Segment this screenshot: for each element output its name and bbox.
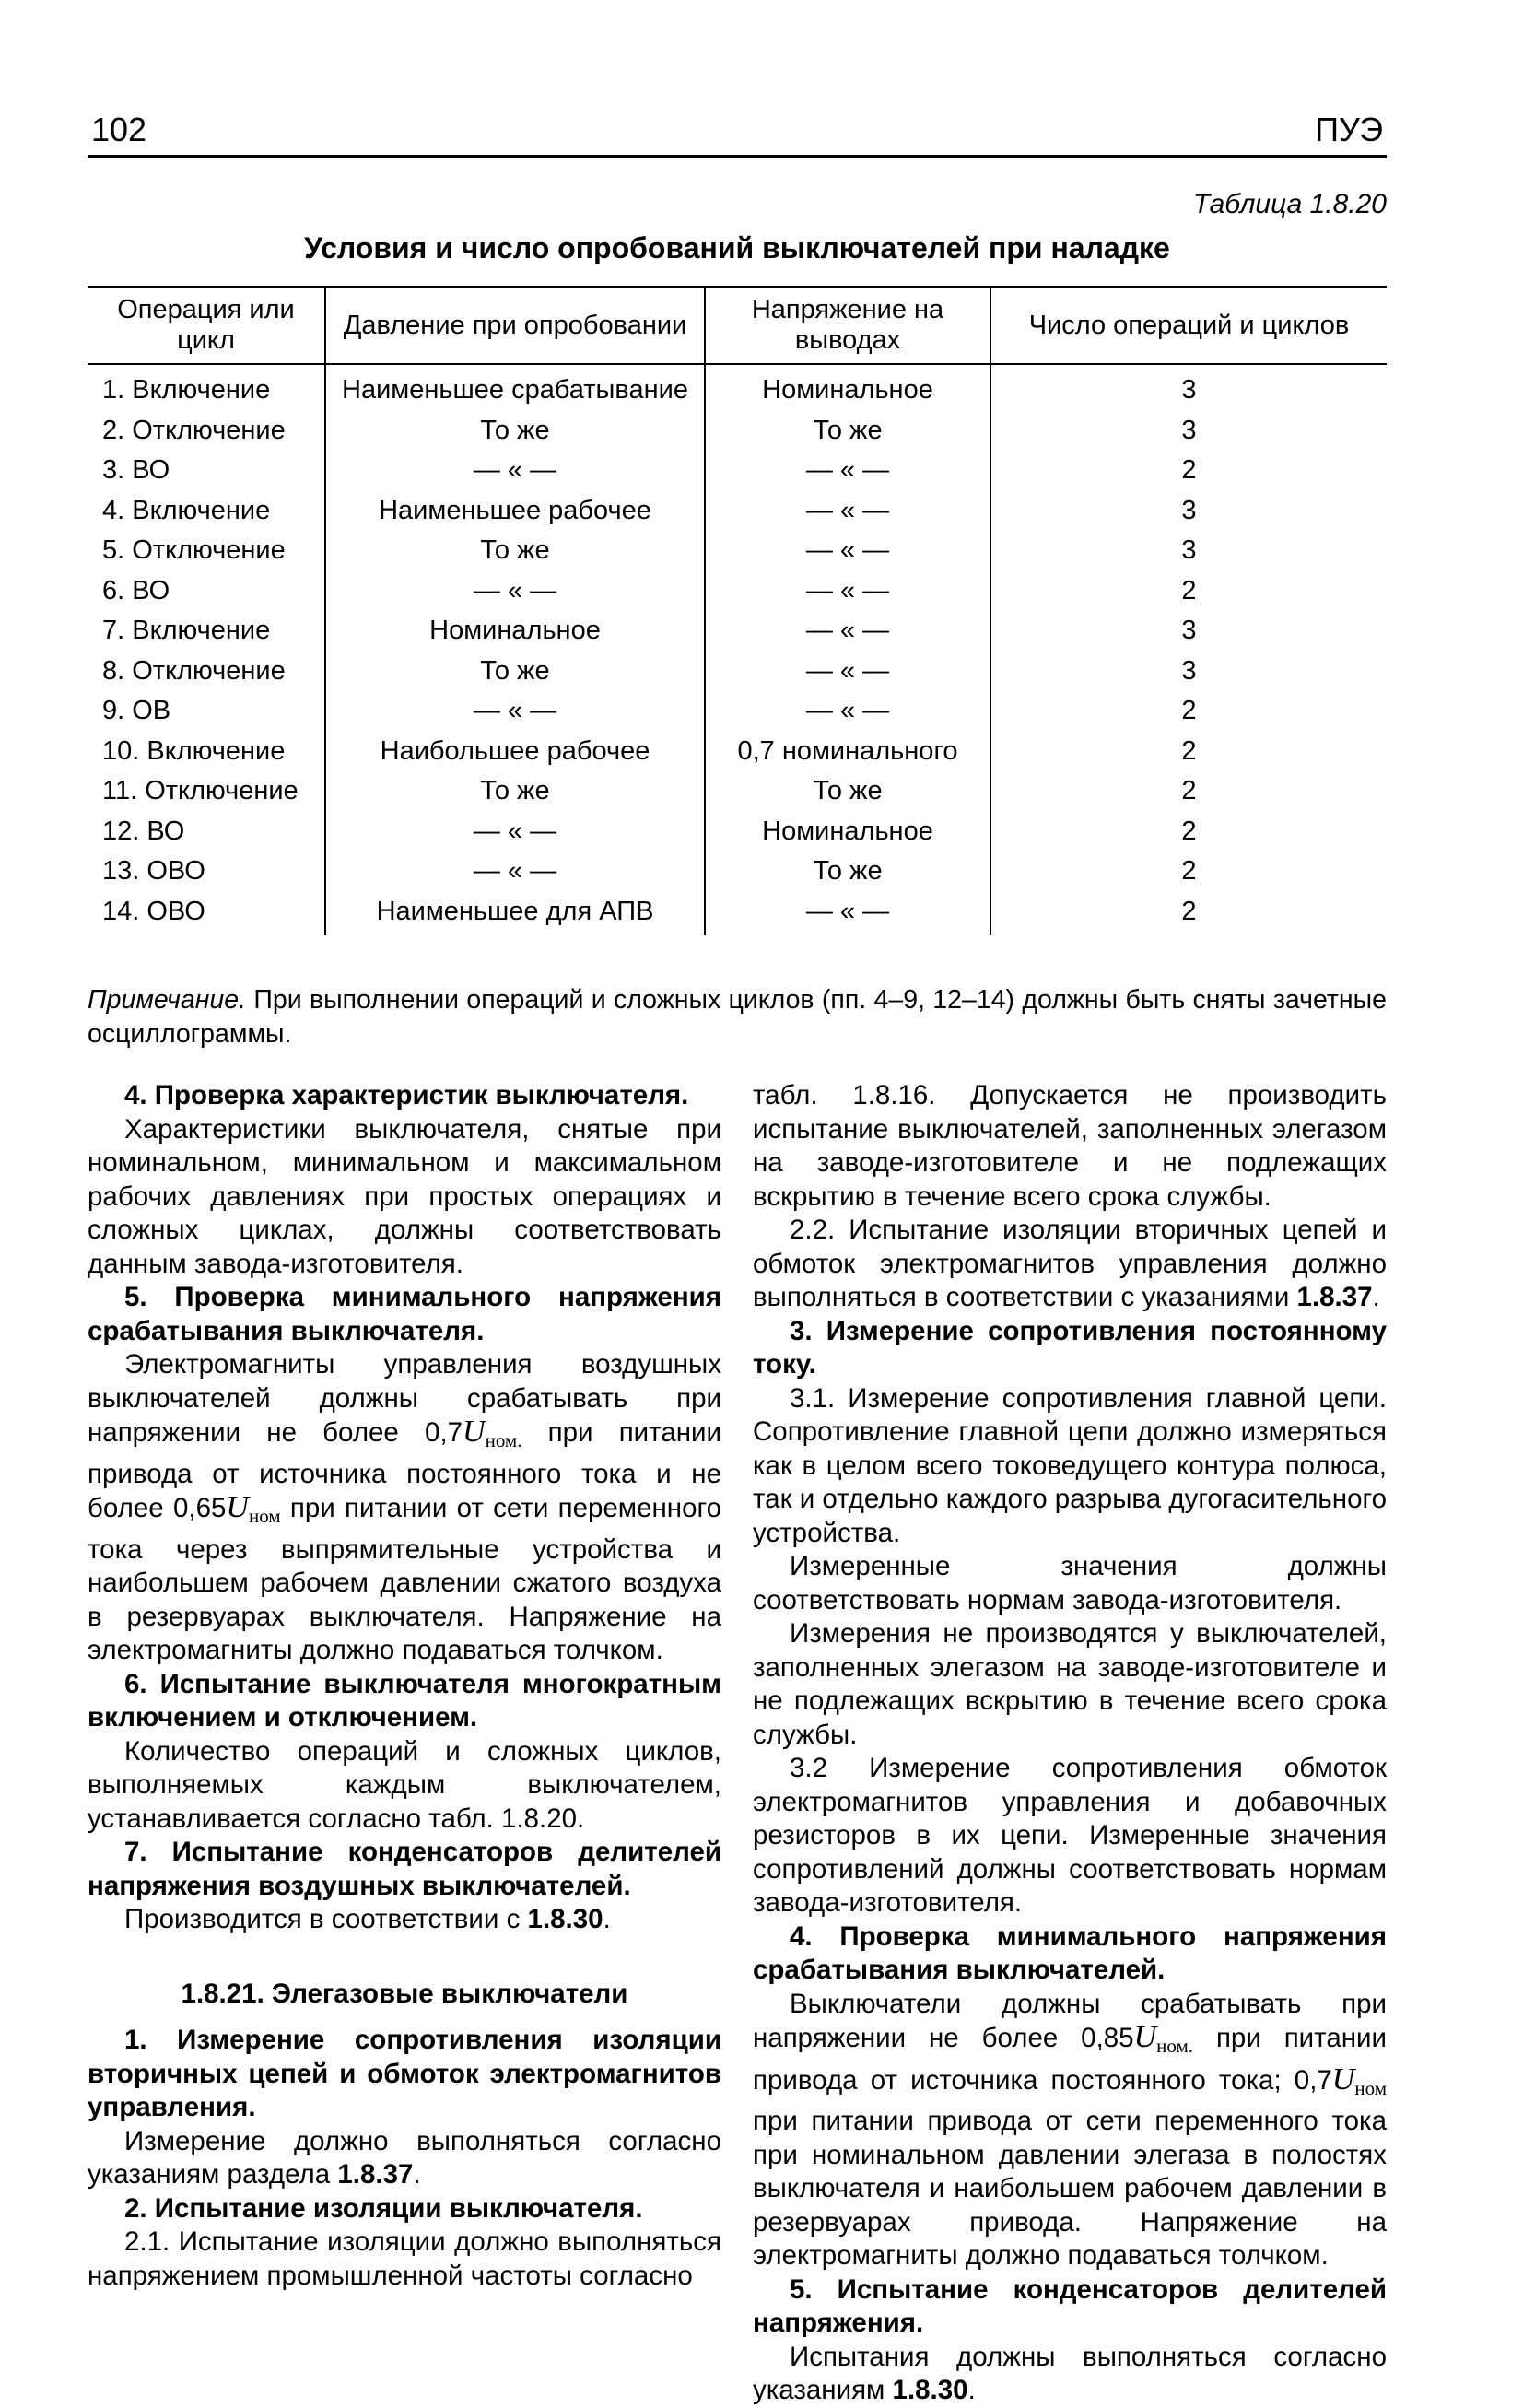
table-title: Условия и число опробований выключателей при наладке	[304, 231, 1170, 264]
left-column	[88, 1079, 721, 2408]
table-cell: — « —	[705, 451, 990, 491]
table-cell: — « —	[325, 691, 705, 732]
table-cell: — « —	[705, 531, 990, 571]
table-cell: 2	[990, 571, 1387, 612]
table-row	[88, 812, 1387, 852]
table-body	[88, 364, 1387, 935]
heading: 4. Проверка минимального напряжения срабатывания выключателей.	[753, 1921, 1387, 1985]
table-cell: 3	[990, 364, 1387, 411]
column-header: Операция или цикл	[88, 287, 325, 364]
table-cell: — « —	[705, 611, 990, 652]
table-cell: То же	[325, 411, 705, 452]
paragraph: 2.2. Испытание изоляции вторичных цепей и обмоток электромагнитов управления должно выполняться в соответствии с указаниями 1.8.37.	[753, 1215, 1387, 1312]
table-cell: Наибольшее рабочее	[325, 732, 705, 772]
heading: 5. Испытание конденсаторов делителей напряжения.	[753, 2273, 1387, 2338]
u-nom-symbol: U	[1331, 2061, 1355, 2097]
table-cell: Номинальное	[705, 364, 990, 411]
paragraph: табл. 1.8.16. Допускается не производить испытание выключателей, заполненных элегазом на заводе-изготовителе и не подлежащих вскрытию в течение всего срока службы.	[753, 1080, 1387, 1212]
table-cell: 3. ВО	[102, 455, 170, 486]
note-label: Примечание.	[88, 985, 247, 1015]
table-cell: — « —	[325, 852, 705, 892]
table-row	[88, 892, 1387, 936]
table-cell: 2	[990, 892, 1387, 936]
table-cell: 14. ОВО	[102, 896, 205, 926]
page-number: 102	[91, 111, 147, 148]
table-cell: То же	[705, 411, 990, 452]
table-cell: Номинальное	[325, 611, 705, 652]
table-cell: 13. ОВО	[102, 856, 205, 887]
table-cell: — « —	[705, 691, 990, 732]
table-cell: — « —	[325, 812, 705, 852]
table-cell: 2. Отключение	[102, 415, 286, 445]
table-cell: — « —	[705, 571, 990, 612]
two-column-body	[88, 1079, 1387, 2408]
table-row	[88, 491, 1387, 532]
table-cell: То же	[705, 771, 990, 812]
table-note	[88, 983, 1387, 1051]
table-cell: 2	[990, 451, 1387, 491]
section-title: 1.8.21. Элегазовые выключатели	[181, 1978, 628, 2009]
running-header	[88, 111, 1387, 158]
table-cell: 2	[990, 852, 1387, 892]
u-nom-symbol: U	[463, 1415, 486, 1449]
paragraph: 3.1. Измерение сопротивления главной цепи. Сопротивление главной цепи должно измеряться как в целом всего токоведущего контура полюса, так и отдельно каждого разрыва дугогасительного устройства.	[753, 1382, 1387, 1548]
heading: 4. Проверка характеристик выключателя.	[124, 1080, 689, 1110]
table-cell: 2	[990, 732, 1387, 772]
table-cell: Наименьшее рабочее	[325, 491, 705, 532]
document-page	[88, 111, 1387, 2408]
table-cell: То же	[325, 652, 705, 692]
table-row	[88, 611, 1387, 652]
column-header: Число операций и циклов	[990, 287, 1387, 364]
table-cell: 6. ВО	[102, 575, 170, 605]
conditions-table	[88, 286, 1387, 935]
table-cell: — « —	[705, 491, 990, 532]
heading: 2. Испытание изоляции выключателя.	[124, 2192, 643, 2224]
paragraph: Количество операций и сложных циклов, выполняемых каждым выключателем, устанавливается согласно табл. 1.8.20.	[88, 1735, 721, 1834]
table-cell: 3	[990, 652, 1387, 692]
paragraph: Измерение должно выполняться согласно указаниям раздела 1.8.37.	[88, 2125, 721, 2190]
running-title: ПУЭ	[1315, 111, 1383, 148]
u-nom-symbol: U	[226, 1490, 249, 1524]
table-cell: 5. Отключение	[102, 535, 286, 566]
table-row	[88, 451, 1387, 491]
table-cell: 2	[990, 691, 1387, 732]
table-number: Таблица 1.8.20	[1192, 189, 1387, 219]
table-cell: Наименьшее срабатывание	[325, 364, 705, 411]
table-cell: — « —	[705, 652, 990, 692]
table-cell: Наименьшее для АПВ	[325, 892, 705, 936]
table-cell: — « —	[325, 451, 705, 491]
paragraph: Испытания должны выполняться согласно указаниям 1.8.30.	[753, 2341, 1387, 2405]
column-header: Напряжение на выводах	[705, 287, 990, 364]
paragraph: Измеренные значения должны соответствовать нормам завода-изготовителя.	[753, 1551, 1387, 1615]
table-cell: 1. Включение	[102, 375, 271, 405]
table-row	[88, 364, 1387, 411]
table-row	[88, 732, 1387, 772]
table-row	[88, 652, 1387, 692]
paragraph: Производится в соответствии с 1.8.30.	[124, 1904, 611, 1934]
paragraph: 2.1. Испытание изоляции должно выполняться напряжением промышленной частоты согласно	[88, 2226, 721, 2291]
paragraph: Характеристики выключателя, снятые при номинальном, минимальном и максимальном рабочих давлениях при простых операциях и сложных циклах, должны соответствовать данным завода-изготовителя.	[88, 1113, 721, 1279]
table-cell: 10. Включение	[102, 735, 286, 766]
table-cell: То же	[325, 531, 705, 571]
table-cell: 0,7 номинального	[705, 732, 990, 772]
paragraph: Электромагниты управления воздушных выключателей должны срабатывать при напряжении не более $0,7U_{ном.}$ при питании привода от источника постоянного тока и не более $0,65U_{ном}$ при питании от сети переменного тока через выпрямительные устройства и наибольшем рабочем давлении сжатого воздуха в резервуарах выключателя. Напряжение на электромагниты должно подаваться толчком.	[88, 1349, 722, 1665]
column-header: Давление при опробовании	[325, 287, 705, 364]
table-cell: 4. Включение	[102, 495, 271, 525]
table-row	[88, 411, 1387, 452]
table-cell: 3	[990, 411, 1387, 452]
table-row	[88, 852, 1387, 892]
right-column	[753, 1079, 1387, 2408]
table-row	[88, 531, 1387, 571]
paragraph: 3.2 Измерение сопротивления обмоток электромагнитов управления и добавочных резисторов в их цепи. Измеренные значения сопротивлений должны соответствовать нормам завода-изготовителя.	[753, 1753, 1387, 1918]
table-row	[88, 771, 1387, 812]
u-nom-symbol: U	[1133, 2020, 1157, 2054]
table-cell: Номинальное	[705, 812, 990, 852]
table-cell: 11. Отключение	[102, 776, 299, 806]
table-cell: То же	[325, 771, 705, 812]
table-cell: 8. Отключение	[102, 655, 286, 686]
table-row	[88, 691, 1387, 732]
table-cell: То же	[705, 852, 990, 892]
table-cell: 3	[990, 611, 1387, 652]
table-cell: 3	[990, 531, 1387, 571]
table-cell: 12. ВО	[102, 816, 185, 846]
table-cell: 2	[990, 771, 1387, 812]
heading: 3. Измерение сопротивления постоянному току.	[753, 1315, 1387, 1380]
paragraph: Измерения не производятся у выключателей, заполненных элегазом на заводе-изготовителе и не подлежащих вскрытию в течение всего срока службы.	[753, 1618, 1387, 1750]
table-cell: 9. ОВ	[102, 696, 171, 726]
heading: 7. Испытание конденсаторов делителей напряжения воздушных выключателей.	[88, 1837, 721, 1901]
table-cell: 3	[990, 491, 1387, 532]
paragraph: Выключатели должны срабатывать при напряжении не более $0,85U_{ном.}$ при питании привода от источника постоянного тока; $0,7U_{ном}$ при питании привода от сети переменного тока при номинальном давлении элегаза в полостях выключателя и наибольшем рабочем давлении в резервуарах привода. Напряжение на электромагниты должно подаваться толчком.	[753, 1988, 1387, 2271]
table-cell: — « —	[705, 892, 990, 936]
table-row	[88, 571, 1387, 612]
note-text: При выполнении операций и сложных циклов (пп. 4–9, 12–14) должны быть сняты зачетные осциллограммы.	[88, 985, 1388, 1049]
table-header-row	[88, 287, 1387, 364]
heading: 5. Проверка минимального напряжения срабатывания выключателя.	[88, 1282, 721, 1346]
table-cell: 2	[990, 812, 1387, 852]
table-cell: 7. Включение	[102, 616, 271, 646]
heading: 1. Измерение сопротивления изоляции вторичных цепей и обмоток электромагнитов управления.	[88, 2025, 721, 2122]
heading: 6. Испытание выключателя многократным включением и отключением.	[88, 1668, 721, 1733]
table-cell: — « —	[325, 571, 705, 612]
